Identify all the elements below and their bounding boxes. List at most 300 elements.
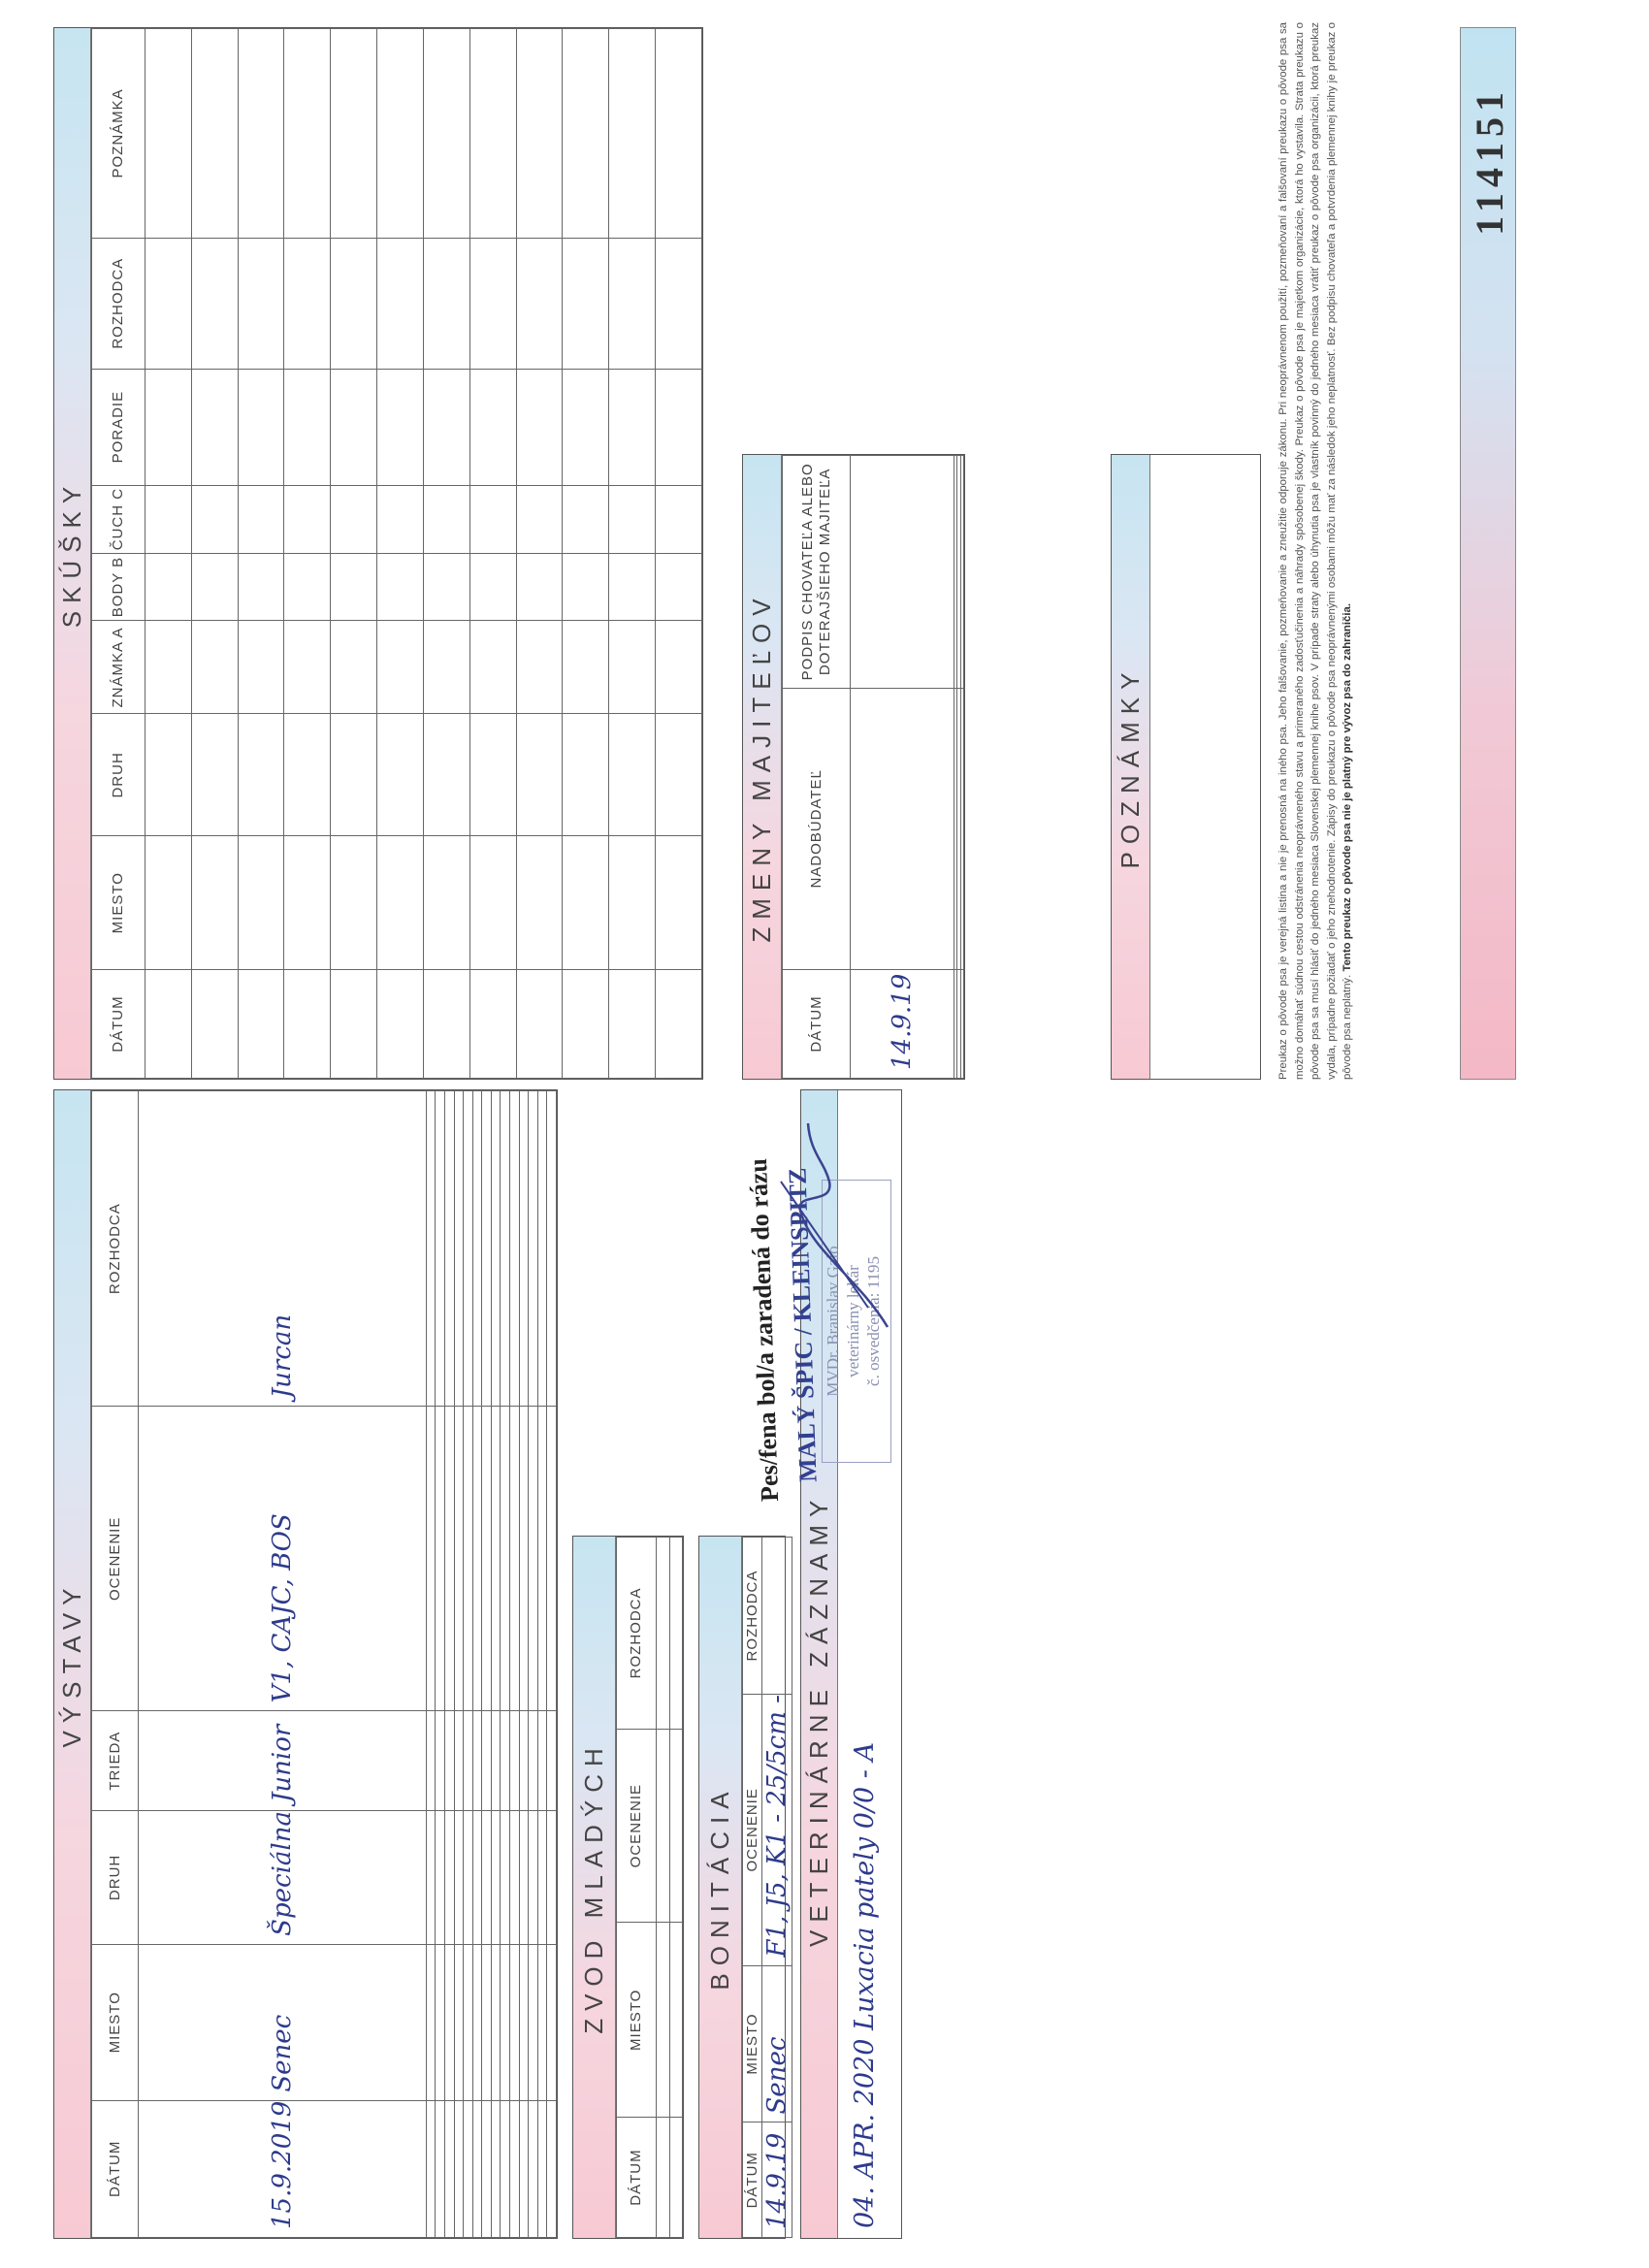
vystavy-cell — [537, 1711, 547, 1811]
skusky-cell — [516, 836, 563, 970]
bonitacia-cell: 14.9.19 — [762, 2122, 792, 2238]
vet-stamp-title: veterinárny lekár — [844, 1265, 862, 1377]
skusky-section — [53, 27, 703, 1080]
skusky-cell — [423, 485, 469, 553]
skusky-cell — [563, 553, 609, 621]
zvod-cell — [669, 1923, 683, 2118]
vystavy-row — [547, 1091, 557, 2238]
skusky-cell — [469, 553, 516, 621]
zvod-header-0: DÁTUM — [617, 2118, 657, 2238]
skusky-cell — [609, 970, 656, 1079]
skusky-cell — [609, 485, 656, 553]
vystavy-cell — [464, 1811, 473, 1945]
skusky-cell — [516, 238, 563, 369]
vystavy-cell — [454, 1811, 464, 1945]
vystavy-cell — [529, 1944, 538, 2100]
skusky-cell — [331, 970, 377, 1079]
skusky-cell — [516, 485, 563, 553]
skusky-cell — [284, 29, 331, 239]
zmeny-cell — [851, 456, 954, 689]
vystavy-cell — [436, 1711, 445, 1811]
skusky-cell — [563, 238, 609, 369]
zmeny-cell — [960, 456, 963, 689]
vystavy-cell — [464, 1091, 473, 1407]
vystavy-cell — [519, 1091, 529, 1407]
vystavy-cell — [501, 1711, 510, 1811]
bonitacia-cell: Senec — [762, 1965, 792, 2122]
skusky-cell — [377, 238, 424, 369]
skusky-cell — [377, 29, 424, 239]
vystavy-cell — [491, 2100, 501, 2237]
stamp-breed-text: MALÝ ŠPIC / KLEINSPITZ — [783, 1167, 823, 1483]
vystavy-cell — [445, 1811, 455, 1945]
veterinarne-title: VETERINÁRNE ZÁZNAMY — [801, 1090, 838, 2238]
skusky-cell — [238, 485, 284, 553]
vystavy-row — [445, 1091, 455, 2238]
skusky-cell — [377, 714, 424, 836]
vet-stamp-number: č. osvedčenia: 1195 — [864, 1256, 883, 1386]
bonitacia-section — [698, 1536, 792, 2239]
skusky-cell — [284, 621, 331, 714]
vystavy-cell — [454, 1944, 464, 2100]
bonitacia-title: BONITÁCIA — [699, 1537, 742, 2238]
vystavy-cell: 15.9.2019 — [139, 2100, 427, 2237]
skusky-cell — [146, 621, 192, 714]
skusky-cell — [656, 836, 702, 970]
skusky-cell — [423, 621, 469, 714]
vystavy-cell — [426, 2100, 436, 2237]
vystavy-row — [491, 1091, 501, 2238]
vystavy-cell — [547, 1711, 557, 1811]
skusky-cell — [563, 714, 609, 836]
vystavy-cell — [501, 2100, 510, 2237]
skusky-cell — [516, 714, 563, 836]
zmeny-header-2: PODPIS CHOVATEĽA ALEBO DOTERAJŠIEHO MAJITEĽA — [783, 456, 851, 689]
skusky-cell — [191, 621, 238, 714]
vystavy-cell — [454, 1407, 464, 1711]
serial-band — [1460, 27, 1516, 1080]
vystavy-cell — [464, 1407, 473, 1711]
skusky-cell — [609, 29, 656, 239]
skusky-cell — [469, 238, 516, 369]
skusky-cell — [656, 714, 702, 836]
skusky-cell — [191, 29, 238, 239]
bonitacia-table — [742, 1537, 792, 2238]
vystavy-cell — [537, 2100, 547, 2237]
vystavy-cell — [472, 2100, 482, 2237]
skusky-cell — [423, 970, 469, 1079]
vystavy-cell — [464, 1711, 473, 1811]
bonitacia-cell — [762, 1538, 792, 1695]
skusky-cell — [146, 369, 192, 485]
skusky-cell — [331, 29, 377, 239]
vystavy-cell — [454, 1091, 464, 1407]
vystavy-cell — [482, 1944, 492, 2100]
skusky-cell — [563, 485, 609, 553]
skusky-cell — [423, 714, 469, 836]
zvod-header-3: ROZHODCA — [617, 1538, 657, 1730]
skusky-cell — [516, 621, 563, 714]
zmeny-cell: 14.9.19 — [851, 970, 954, 1079]
skusky-cell — [284, 553, 331, 621]
vystavy-cell — [519, 1944, 529, 2100]
serial-number: 114151 — [1468, 86, 1511, 236]
zvod-cell — [657, 2118, 670, 2238]
stamp-assigned-text: Pes/fena bol/a zaradená do rázu — [743, 1157, 785, 1503]
skusky-cell — [146, 553, 192, 621]
skusky-cell — [377, 970, 424, 1079]
vystavy-cell — [519, 1811, 529, 1945]
skusky-cell — [423, 369, 469, 485]
skusky-cell — [191, 238, 238, 369]
vystavy-cell — [501, 1811, 510, 1945]
vystavy-row — [464, 1091, 473, 2238]
skusky-cell — [469, 485, 516, 553]
vystavy-cell — [509, 1811, 519, 1945]
skusky-table — [91, 28, 702, 1079]
vystavy-cell — [529, 1811, 538, 1945]
skusky-cell — [331, 238, 377, 369]
vystavy-row — [436, 1091, 445, 2238]
skusky-cell — [238, 970, 284, 1079]
skusky-row — [284, 29, 331, 1079]
vystavy-cell — [472, 1711, 482, 1811]
skusky-row — [469, 29, 516, 1079]
vystavy-header-3: TRIEDA — [92, 1711, 139, 1811]
skusky-cell — [563, 621, 609, 714]
vystavy-cell — [501, 1944, 510, 2100]
vystavy-cell — [445, 1711, 455, 1811]
skusky-cell — [469, 369, 516, 485]
skusky-cell — [146, 29, 192, 239]
skusky-cell — [191, 714, 238, 836]
vystavy-cell — [547, 1944, 557, 2100]
skusky-cell — [469, 970, 516, 1079]
bonitacia-header-1: MIESTO — [743, 1965, 762, 2122]
zmeny-table — [782, 455, 964, 1079]
bonitacia-cell: F1, J5, K1 - 25/5cm - — [762, 1695, 792, 1966]
zmeny-cell — [851, 688, 954, 969]
skusky-cell — [377, 553, 424, 621]
vystavy-cell — [472, 1091, 482, 1407]
skusky-cell — [238, 369, 284, 485]
vystavy-cell — [472, 1811, 482, 1945]
skusky-cell — [656, 29, 702, 239]
zvod-row — [657, 1538, 670, 2238]
zmeny-cell — [960, 688, 963, 969]
vystavy-row — [519, 1091, 529, 2238]
zvod-title: ZVOD MLADÝCH — [573, 1537, 616, 2238]
zmeny-title: ZMENY MAJITEĽOV — [743, 455, 782, 1079]
skusky-cell — [656, 485, 702, 553]
vystavy-cell — [529, 1711, 538, 1811]
skusky-cell — [516, 970, 563, 1079]
skusky-cell — [238, 714, 284, 836]
skusky-row — [563, 29, 609, 1079]
skusky-cell — [609, 714, 656, 836]
vystavy-section — [53, 1089, 558, 2239]
bonitacia-header-3: ROZHODCA — [743, 1538, 762, 1695]
vystavy-cell — [454, 1711, 464, 1811]
skusky-cell — [563, 970, 609, 1079]
vystavy-header-2: DRUH — [92, 1811, 139, 1945]
skusky-cell — [516, 29, 563, 239]
skusky-cell — [656, 621, 702, 714]
skusky-cell — [469, 714, 516, 836]
skusky-cell — [331, 621, 377, 714]
skusky-row — [146, 29, 192, 1079]
skusky-cell — [284, 238, 331, 369]
vystavy-header-1: MIESTO — [92, 1944, 139, 2100]
zvod-table — [616, 1537, 683, 2238]
vystavy-cell — [445, 1407, 455, 1711]
vystavy-cell — [509, 1711, 519, 1811]
veterinarne-record: 04. APR. 2020 Luxacia pately 0/0 - A — [850, 1742, 880, 2228]
skusky-cell — [146, 714, 192, 836]
zvod-row — [669, 1538, 683, 2238]
vystavy-cell — [464, 1944, 473, 2100]
vystavy-cell — [491, 1091, 501, 1407]
vystavy-cell — [537, 1811, 547, 1945]
skusky-row — [609, 29, 656, 1079]
vystavy-cell — [547, 1091, 557, 1407]
skusky-cell — [191, 836, 238, 970]
poznamky-title: POZNÁMKY — [1112, 455, 1150, 1079]
skusky-cell — [609, 369, 656, 485]
vystavy-cell — [491, 1811, 501, 1945]
vystavy-cell — [482, 1091, 492, 1407]
vystavy-cell — [509, 1944, 519, 2100]
zmeny-header-1: NADOBÚDATEĽ — [783, 688, 851, 969]
skusky-cell — [423, 238, 469, 369]
vystavy-cell — [464, 2100, 473, 2237]
skusky-cell — [423, 836, 469, 970]
vystavy-row — [139, 1091, 427, 2238]
vystavy-cell — [454, 2100, 464, 2237]
skusky-cell — [146, 485, 192, 553]
vystavy-table — [91, 1090, 557, 2238]
skusky-cell — [284, 970, 331, 1079]
vystavy-cell — [547, 2100, 557, 2237]
vystavy-cell — [426, 1811, 436, 1945]
vystavy-cell — [491, 1407, 501, 1711]
vystavy-cell: Jurcan — [139, 1091, 427, 1407]
skusky-cell — [284, 485, 331, 553]
skusky-header-2: DRUH — [92, 714, 146, 836]
skusky-cell — [423, 553, 469, 621]
skusky-header-8: POZNÁMKA — [92, 29, 146, 239]
vystavy-cell — [519, 1711, 529, 1811]
vystavy-cell: Junior — [139, 1711, 427, 1811]
legal-text: Preukaz o pôvode psa je verejná listina a nie je prenosná na iného psa. Jeho falšovanie, pozmeňovanie a zneužitie odporuje zákonu. Pri neoprávnenom použití, pozmeňovaní a falšovaní preukazu o pôvode psa sa možno domáhať súdnou cestou odstránenia neoprávneného stavu a primeraného zadosťučinenia a náhrady spôsobenej škody. Preukaz o pôvode psa je majetkom organizácie, ktorá ho vystavila. Strata preukazu o pôvode psa sa musí hlásiť do jedného mesiaca Slovenskej plemennej knihe psov. V prípade straty alebo úhynutia psa je vlastník povinný do jedného mesiaca vrátiť preukaz o pôvode psa organizácii, ktorá preukaz vydala, prípadne požiadať o jeho znehodnotenie. Zápisy do preukazu o pôvode psa neoprávnenými osobami môžu mať za následok jeho neplatnosť. Bez podpisu chovateľa a potvrdenia plemennej knihy je preukaz o pôvode psa neplatný. — [1277, 22, 1354, 1080]
vystavy-cell — [436, 1944, 445, 2100]
vystavy-row — [537, 1091, 547, 2238]
vystavy-cell — [519, 2100, 529, 2237]
vystavy-cell — [436, 1811, 445, 1945]
vystavy-cell — [537, 1091, 547, 1407]
vystavy-header-4: OCENENIE — [92, 1407, 139, 1711]
skusky-header-4: BODY B — [92, 553, 146, 621]
vystavy-cell — [436, 1407, 445, 1711]
vystavy-cell — [482, 1711, 492, 1811]
skusky-cell — [191, 553, 238, 621]
skusky-cell — [238, 621, 284, 714]
skusky-cell — [516, 369, 563, 485]
skusky-cell — [284, 369, 331, 485]
zmeny-header-0: DÁTUM — [783, 970, 851, 1079]
vystavy-cell — [472, 1407, 482, 1711]
vystavy-cell — [436, 2100, 445, 2237]
zvod-cell — [669, 1538, 683, 1730]
skusky-cell — [377, 369, 424, 485]
vystavy-cell — [426, 1091, 436, 1407]
skusky-header-1: MIESTO — [92, 836, 146, 970]
bonitacia-header-2: OCENENIE — [743, 1695, 762, 1966]
vystavy-row — [472, 1091, 482, 2238]
skusky-header-0: DÁTUM — [92, 970, 146, 1079]
vystavy-cell: Senec — [139, 1944, 427, 2100]
vystavy-cell — [472, 1944, 482, 2100]
skusky-cell — [191, 485, 238, 553]
skusky-row — [656, 29, 702, 1079]
vystavy-cell: V1, CAJC, BOS — [139, 1407, 427, 1711]
vystavy-cell — [537, 1944, 547, 2100]
zvod-cell — [669, 1729, 683, 1923]
vystavy-cell — [436, 1091, 445, 1407]
skusky-cell — [377, 836, 424, 970]
vystavy-row — [501, 1091, 510, 2238]
vystavy-cell — [537, 1407, 547, 1711]
vystavy-cell — [491, 1944, 501, 2100]
vystavy-cell — [445, 1091, 455, 1407]
vystavy-cell — [491, 1711, 501, 1811]
skusky-title: SKÚŠKY — [54, 28, 91, 1079]
zmeny-row — [851, 456, 954, 1079]
skusky-cell — [656, 553, 702, 621]
skusky-cell — [469, 836, 516, 970]
vystavy-title: VÝSTAVY — [54, 1090, 91, 2238]
zvod-header-1: MIESTO — [617, 1923, 657, 2118]
skusky-cell — [656, 238, 702, 369]
vystavy-cell — [501, 1091, 510, 1407]
vystavy-cell — [426, 1711, 436, 1811]
skusky-cell — [146, 836, 192, 970]
vystavy-header-0: DÁTUM — [92, 2100, 139, 2237]
skusky-header-3: ZNÁMKA A — [92, 621, 146, 714]
vystavy-cell — [529, 1407, 538, 1711]
zmeny-row — [960, 456, 963, 1079]
skusky-cell — [656, 369, 702, 485]
skusky-cell — [284, 714, 331, 836]
skusky-row — [377, 29, 424, 1079]
skusky-cell — [331, 485, 377, 553]
skusky-cell — [146, 970, 192, 1079]
skusky-cell — [563, 836, 609, 970]
vystavy-cell — [445, 1944, 455, 2100]
skusky-cell — [516, 553, 563, 621]
skusky-cell — [377, 485, 424, 553]
skusky-header-6: PORADIE — [92, 369, 146, 485]
vystavy-cell — [426, 1944, 436, 2100]
zmeny-cell — [960, 970, 963, 1079]
skusky-cell — [469, 621, 516, 714]
vystavy-cell: Špeciálna — [139, 1811, 427, 1945]
skusky-cell — [469, 29, 516, 239]
vystavy-cell — [501, 1407, 510, 1711]
skusky-cell — [238, 238, 284, 369]
skusky-cell — [609, 553, 656, 621]
skusky-header-5: ČUCH C — [92, 485, 146, 553]
skusky-row — [238, 29, 284, 1079]
vystavy-cell — [482, 2100, 492, 2237]
vystavy-cell — [529, 2100, 538, 2237]
zvod-section — [572, 1536, 684, 2239]
vystavy-cell — [445, 2100, 455, 2237]
zvod-header-2: OCENENIE — [617, 1729, 657, 1923]
skusky-cell — [656, 970, 702, 1079]
skusky-cell — [609, 621, 656, 714]
vystavy-cell — [547, 1811, 557, 1945]
vystavy-row — [426, 1091, 436, 2238]
zvod-cell — [657, 1729, 670, 1923]
skusky-cell — [284, 836, 331, 970]
skusky-row — [516, 29, 563, 1079]
skusky-cell — [238, 836, 284, 970]
skusky-cell — [609, 238, 656, 369]
skusky-row — [423, 29, 469, 1079]
skusky-cell — [331, 553, 377, 621]
skusky-cell — [191, 970, 238, 1079]
vystavy-cell — [426, 1407, 436, 1711]
vystavy-cell — [482, 1811, 492, 1945]
skusky-cell — [423, 29, 469, 239]
skusky-cell — [146, 238, 192, 369]
skusky-cell — [331, 369, 377, 485]
skusky-cell — [238, 29, 284, 239]
vystavy-row — [529, 1091, 538, 2238]
skusky-cell — [238, 553, 284, 621]
vystavy-cell — [482, 1407, 492, 1711]
skusky-cell — [377, 621, 424, 714]
skusky-cell — [563, 29, 609, 239]
skusky-cell — [191, 369, 238, 485]
legal-notice — [1276, 22, 1356, 1080]
vystavy-row — [454, 1091, 464, 2238]
vystavy-cell — [509, 2100, 519, 2237]
skusky-cell — [563, 369, 609, 485]
vet-stamp-name: MVDr. Branislav Galo — [824, 1246, 842, 1397]
zmeny-section — [742, 454, 965, 1080]
vystavy-cell — [547, 1407, 557, 1711]
vystavy-cell — [519, 1407, 529, 1711]
bonitacia-row — [762, 1538, 792, 2238]
vystavy-cell — [509, 1091, 519, 1407]
skusky-row — [191, 29, 238, 1079]
skusky-cell — [331, 836, 377, 970]
zvod-cell — [669, 2118, 683, 2238]
zvod-cell — [657, 1538, 670, 1730]
skusky-cell — [609, 836, 656, 970]
bonitacia-header-0: DÁTUM — [743, 2122, 762, 2238]
vystavy-row — [509, 1091, 519, 2238]
legal-bold: Tento preukaz o pôvode psa nie je platný pre vývoz psa do zahraničia. — [1342, 602, 1354, 972]
poznamky-section — [1111, 454, 1261, 1080]
skusky-cell — [331, 714, 377, 836]
skusky-row — [331, 29, 377, 1079]
vystavy-cell — [529, 1091, 538, 1407]
skusky-header-7: ROZHODCA — [92, 238, 146, 369]
vystavy-row — [482, 1091, 492, 2238]
